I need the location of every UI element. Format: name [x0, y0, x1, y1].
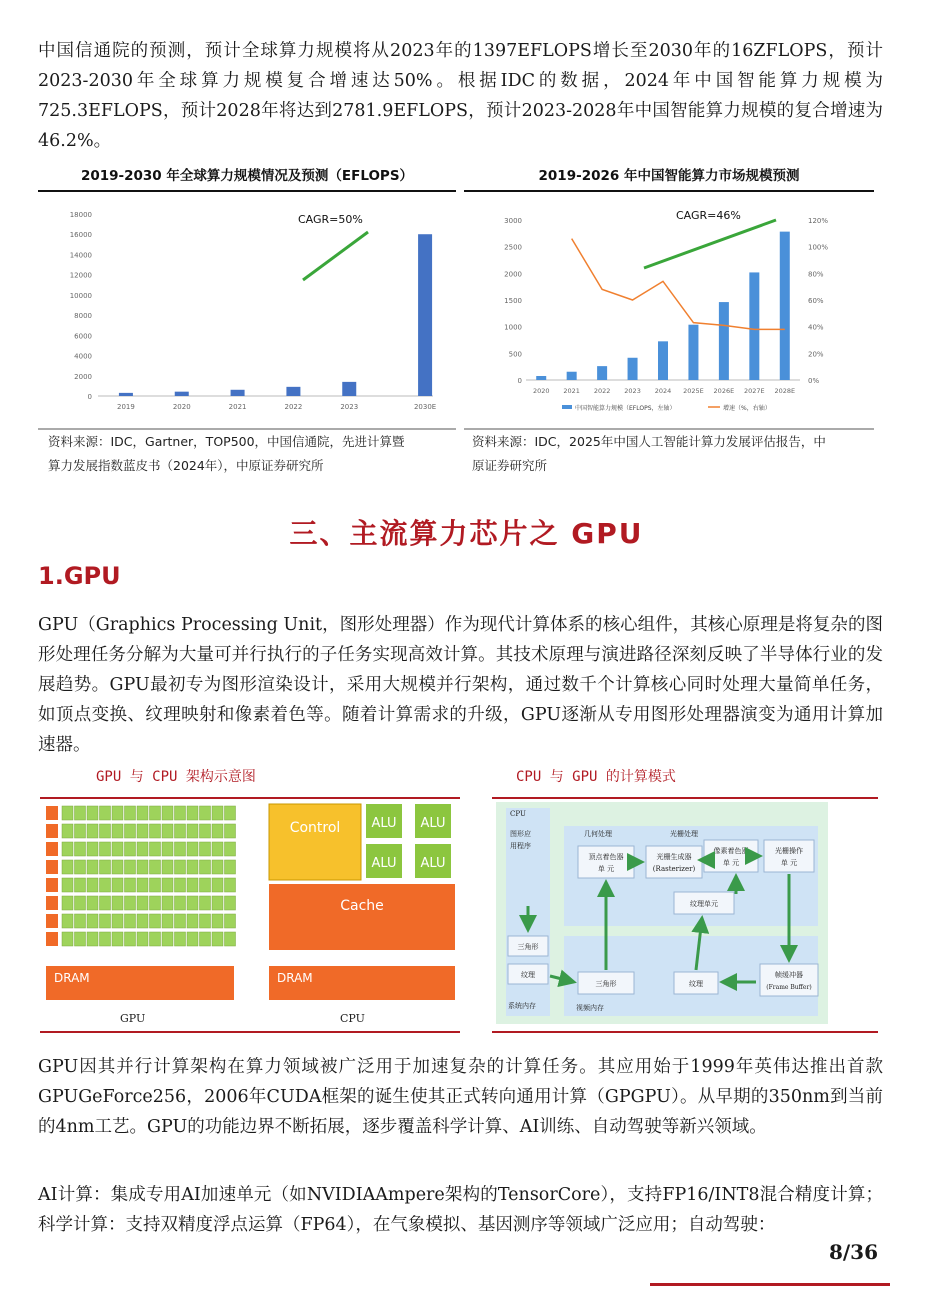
pixel-shader-label-2: 单 元: [722, 859, 740, 867]
source-left-line2: 算力发展指数蓝皮书（2024年），中原证券研究所: [48, 458, 324, 473]
gpu-alu-cell: [200, 896, 211, 910]
chart2-ytick-right: 80%: [808, 270, 824, 279]
chart2-svg: [464, 196, 874, 426]
gpu-alu-cell: [175, 860, 186, 874]
chart2-bar: [719, 302, 729, 380]
chart2-ytick-left: 2000: [504, 270, 522, 279]
chart2-cagr-trend: [644, 220, 776, 268]
gpu-alu-cell: [62, 914, 73, 928]
source-right: [472, 430, 874, 478]
gpu-alu-cell: [125, 824, 136, 838]
cpu-dram-label: DRAM: [277, 971, 313, 985]
chart1-xtick: 2021: [228, 403, 247, 411]
triangle-cpu-label: 三角形: [517, 943, 539, 951]
control-label: Control: [289, 820, 341, 836]
gpu-alu-cell: [100, 806, 111, 820]
vertex-shader-label-1: 顶点着色器: [588, 853, 624, 861]
source-right-line2: 原证券研究所: [472, 458, 548, 473]
gpu-alu-cell: [112, 914, 123, 928]
frame-buffer-box: [760, 964, 818, 996]
chart2-bar: [749, 272, 759, 380]
chart2-ytick-right: 20%: [808, 350, 824, 359]
chart2-bar: [597, 366, 607, 380]
gpu-alu-cell: [75, 842, 86, 856]
chart2-xtick: 2026E: [713, 387, 735, 395]
chart1-cagr-trend: [303, 232, 368, 280]
gpu-alu-cell: [175, 932, 186, 946]
gpu-alu-cell: [100, 824, 111, 838]
chart1: [38, 196, 456, 426]
gpu-alu-cell: [212, 914, 223, 928]
rasterizer-label-2: (Rasterizer): [652, 865, 696, 873]
gpu-alu-cell: [212, 824, 223, 838]
alu-label-4: ALU: [420, 856, 446, 871]
cache-label: Cache: [340, 898, 384, 914]
chart2-xtick: 2027E: [744, 387, 765, 395]
frame-buffer-label-1: 帧缓冲器: [775, 971, 803, 979]
gpu-alu-cell: [175, 914, 186, 928]
chart2-ytick-right: 100%: [808, 243, 829, 252]
cpu-label: CPU: [340, 1012, 365, 1025]
gpu-alu-cell: [100, 860, 111, 874]
chart1-ytick: 16000: [69, 231, 92, 240]
gpu-alu-cell: [175, 842, 186, 856]
chart1-title: 2019-2030 年全球算力规模情况及预测（EFLOPS）: [38, 162, 456, 192]
gpu-applications-paragraph: AI计算：集成专用AI加速单元（如NVIDIAAmpere架构的TensorCore），支持FP16/INT8混合精度计算；科学计算：支持双精度浮点运算（FP64），在气象模拟、基因测序等领域广泛应用；自动驾驶：: [38, 1185, 883, 1235]
gpu-alu-cell: [225, 824, 236, 838]
gpu-alu-cell: [162, 914, 173, 928]
chart2-ytick-right: 120%: [808, 217, 829, 225]
gpu-alu-cell: [137, 914, 148, 928]
chart2-ytick-right: 40%: [808, 323, 824, 332]
architecture-svg: [40, 796, 460, 1036]
gpu-alu-cell: [112, 842, 123, 856]
gpu-alu-cell: [212, 842, 223, 856]
chart1-bar: [119, 393, 133, 396]
chart2-cagr-label: CAGR=46%: [676, 209, 741, 222]
chart2-title: 2019-2026 年中国智能算力市场规模预测: [464, 162, 874, 192]
gpu-alu-cell: [100, 842, 111, 856]
gpu-alu-cell: [62, 806, 73, 820]
flow-app-label-2: 用程序: [510, 842, 531, 850]
gpu-alu-cell: [212, 860, 223, 874]
chart1-xtick: 2030E: [413, 403, 437, 411]
chart2-xtick: 2022: [593, 387, 611, 395]
gpu-alu-cell: [75, 824, 86, 838]
texture-unit-label: 纹理单元: [690, 900, 718, 908]
gpu-alu-cell: [187, 932, 198, 946]
source-right-line1: 资料来源：IDC，2025年中国人工智能计算力发展评估报告，中: [472, 434, 826, 449]
gpu-alu-cell: [175, 806, 186, 820]
chart2-legend-bar-label: 中国智能算力规模（EFLOPS，左轴）: [575, 405, 676, 412]
gpu-label: GPU: [120, 1012, 146, 1025]
gpu-alu-cell: [62, 896, 73, 910]
gpu-alu-cell: [150, 878, 161, 892]
chart1-xtick: 2023: [340, 403, 359, 411]
chart2-legend-line-label: 增速（%，右轴）: [723, 405, 771, 412]
chart2-bar: [780, 232, 790, 380]
gpu-alu-cell: [212, 806, 223, 820]
chart2-ytick-left: 500: [508, 350, 522, 359]
gpu-alu-cell: [187, 824, 198, 838]
alu-label-2: ALU: [420, 816, 446, 831]
gpu-alu-cell: [75, 806, 86, 820]
chart1-ytick: 4000: [74, 352, 92, 361]
gpu-alu-cell: [100, 878, 111, 892]
chart1-svg: [38, 196, 456, 426]
raster-op-label-2: 单 元: [780, 859, 798, 867]
gpu-alu-cell: [75, 878, 86, 892]
chart2-bar: [688, 325, 698, 380]
gpu-alu-cell: [225, 932, 236, 946]
gpu-alu-cell: [87, 914, 98, 928]
gpu-alu-cell: [162, 878, 173, 892]
gpu-control-cell: [46, 896, 58, 910]
flow-geometry-label: 几何处理: [584, 830, 612, 838]
gpu-control-cell: [46, 806, 58, 820]
intro-paragraph: 中国信通院的预测，预计全球算力规模将从2023年的1397EFLOPS增长至2030年的16ZFLOPS，预计2023-2030年全球算力规模复合增速达50%。根据IDC的数据，2024年中国智能算力规模为725.3EFLOPS，预计2028年将达到2781.9EFLOPS，预计2023-2028年中国智能算力规模的复合增速为46.2%。: [38, 41, 883, 151]
gpu-alu-cell: [100, 914, 111, 928]
gpu-alu-cell: [62, 824, 73, 838]
gpu-alu-cell: [100, 896, 111, 910]
gpu-alu-cell: [212, 932, 223, 946]
chart1-ytick: 6000: [74, 332, 92, 341]
gpu-alu-cell: [225, 860, 236, 874]
gpu-alu-cell: [212, 896, 223, 910]
chart1-bar: [286, 387, 300, 396]
gpu-alu-cell: [62, 932, 73, 946]
gpu-alu-cell: [162, 842, 173, 856]
gpu-alu-cell: [75, 896, 86, 910]
chart2-ytick-left: 0: [517, 377, 522, 385]
cpu-control-block: [269, 804, 361, 880]
gpu-alu-cell: [137, 932, 148, 946]
chart1-cagr-label: CAGR=50%: [298, 213, 363, 226]
gpu-alu-cell: [137, 860, 148, 874]
chart2-ytick-left: 2500: [504, 243, 522, 252]
gpu-control-cell: [46, 824, 58, 838]
gpu-alu-cell: [125, 896, 136, 910]
chart2-ytick-right: 0%: [808, 377, 820, 385]
gpu-alu-cell: [125, 932, 136, 946]
gpu-alu-cell: [175, 824, 186, 838]
page-number: 8/36: [828, 1240, 878, 1264]
gpu-alu-cell: [150, 806, 161, 820]
triangle-gpu-label: 三角形: [595, 980, 617, 988]
chart1-ytick: 0: [87, 393, 92, 401]
gpu-alu-cell: [87, 842, 98, 856]
gpu-alu-cell: [62, 842, 73, 856]
gpu-alu-cell: [150, 896, 161, 910]
gpu-alu-cell: [187, 896, 198, 910]
sub-title: 1.GPU: [38, 562, 121, 590]
gpu-control-cell: [46, 842, 58, 856]
flow-raster-label: 光栅处理: [670, 830, 698, 838]
gpu-alu-cell: [150, 842, 161, 856]
chart1-ytick: 8000: [74, 312, 92, 321]
chart1-ytick: 12000: [69, 271, 92, 280]
gpu-alu-cell: [112, 896, 123, 910]
chart1-ytick: 10000: [69, 291, 92, 300]
chart2-bar: [628, 358, 638, 380]
gpu-alu-cell: [225, 914, 236, 928]
chart2-xtick: 2023: [624, 387, 641, 395]
chart1-ytick: 14000: [69, 251, 92, 260]
chart2-ytick-left: 3000: [504, 217, 522, 225]
chart1-xtick: 2019: [117, 403, 135, 411]
chart1-bar: [175, 392, 189, 396]
footer-rule: [650, 1283, 890, 1286]
chart1-bar: [342, 382, 356, 396]
gpu-alu-cell: [100, 932, 111, 946]
gpu-history-paragraph: GPU因其并行计算架构在算力领域被广泛用于加速复杂的计算任务。其应用始于1999年英伟达推出首款GPUGeForce256，2006年CUDA框架的诞生使其正式转向通用计算（GPGPU）。从早期的350nm到当前的4nm工艺。GPU的功能边界不断拓展，逐步覆盖科学计算、AI训练、自动驾驶等新兴领域。: [38, 1057, 883, 1137]
gpu-control-cell: [46, 860, 58, 874]
chart2-xtick: 2020: [532, 387, 550, 395]
chart2-xtick: 2021: [563, 387, 580, 395]
source-left-line1: 资料来源：IDC，Gartner，TOP500，中国信通院，先进计算暨: [48, 434, 405, 449]
gpu-alu-cell: [162, 860, 173, 874]
gpu-control-cell: [46, 878, 58, 892]
chart2-ytick-right: 60%: [808, 297, 824, 305]
gpu-alu-cell: [175, 896, 186, 910]
pixel-shader-label-1: 像素着色器: [713, 847, 749, 855]
system-memory-label: 系统内存: [508, 1002, 536, 1010]
gpu-alu-cell: [75, 860, 86, 874]
gpu-alu-cell: [137, 896, 148, 910]
chart2-bar: [536, 376, 546, 380]
gpu-alu-cell: [137, 878, 148, 892]
gpu-alu-cell: [175, 878, 186, 892]
raster-op-label-1: 光栅操作: [775, 847, 803, 855]
texture-cpu-label: 纹理: [521, 971, 535, 979]
gpu-alu-cell: [150, 824, 161, 838]
gpu-alu-cell: [137, 806, 148, 820]
gpu-alu-cell: [200, 914, 211, 928]
rasterizer-box: [646, 846, 702, 878]
chart2-legend-bar-swatch: [562, 405, 572, 409]
gpu-dram-label: DRAM: [54, 971, 90, 985]
gpu-alu-cell: [75, 914, 86, 928]
gpu-alu-cell: [187, 860, 198, 874]
gpu-alu-cell: [112, 860, 123, 874]
gpu-alu-cell: [200, 932, 211, 946]
gpu-alu-cell: [62, 878, 73, 892]
gpu-core-grid: [46, 806, 236, 946]
compute-flow-svg: [492, 796, 878, 1036]
gpu-alu-cell: [87, 860, 98, 874]
gpu-alu-cell: [150, 914, 161, 928]
gpu-alu-cell: [150, 860, 161, 874]
chart1-ytick: 18000: [69, 211, 92, 219]
figure-right-title: CPU 与 GPU 的计算模式: [516, 769, 676, 785]
gpu-alu-cell: [62, 860, 73, 874]
gpu-alu-cell: [125, 914, 136, 928]
gpu-alu-cell: [75, 932, 86, 946]
pixel-shader-box: [704, 840, 758, 872]
video-memory-label: 视频内存: [576, 1004, 604, 1012]
gpu-alu-cell: [187, 878, 198, 892]
chart2: [464, 196, 874, 426]
vertex-shader-box: [578, 846, 634, 878]
cpu-cache-block: [269, 884, 455, 950]
chart1-xtick: 2020: [172, 403, 191, 411]
gpu-alu-cell: [162, 824, 173, 838]
gpu-alu-cell: [125, 878, 136, 892]
gpu-alu-cell: [200, 806, 211, 820]
gpu-alu-cell: [187, 806, 198, 820]
gpu-alu-cell: [125, 806, 136, 820]
gpu-alu-cell: [112, 806, 123, 820]
gpu-alu-cell: [212, 878, 223, 892]
gpu-alu-cell: [200, 824, 211, 838]
gpu-alu-cell: [112, 932, 123, 946]
flow-app-label-1: 图形应: [510, 830, 531, 838]
section-title: 三、主流算力芯片之 GPU: [289, 517, 644, 550]
gpu-alu-cell: [125, 842, 136, 856]
chart1-bar: [418, 234, 432, 396]
architecture-diagram: [40, 796, 460, 1036]
gpu-alu-cell: [187, 914, 198, 928]
gpu-alu-cell: [162, 896, 173, 910]
chart1-xtick: 2022: [284, 403, 303, 411]
chart2-xtick: 2024: [654, 387, 672, 395]
rasterizer-label-1: 光栅生成器: [656, 853, 692, 861]
gpu-alu-cell: [200, 860, 211, 874]
gpu-alu-cell: [162, 932, 173, 946]
vertex-shader-label-2: 单 元: [597, 865, 615, 873]
texture-gpu-label: 纹理: [689, 980, 703, 988]
chart1-ytick: 2000: [74, 372, 92, 381]
gpu-alu-cell: [187, 842, 198, 856]
gpu-alu-cell: [87, 806, 98, 820]
raster-op-box: [764, 840, 814, 872]
gpu-alu-cell: [112, 824, 123, 838]
chart2-ytick-left: 1500: [504, 297, 522, 305]
compute-flow-diagram: [492, 796, 878, 1036]
gpu-alu-cell: [87, 878, 98, 892]
chart2-ytick-left: 1000: [504, 323, 522, 332]
gpu-alu-cell: [87, 932, 98, 946]
gpu-alu-cell: [150, 932, 161, 946]
gpu-alu-cell: [225, 842, 236, 856]
gpu-alu-cell: [225, 878, 236, 892]
alu-label-3: ALU: [371, 856, 397, 871]
gpu-alu-cell: [112, 878, 123, 892]
gpu-alu-cell: [200, 842, 211, 856]
chart1-bar: [231, 390, 245, 396]
alu-label-1: ALU: [371, 816, 397, 831]
gpu-control-cell: [46, 914, 58, 928]
figure-left-title: GPU 与 CPU 架构示意图: [96, 769, 256, 785]
chart2-xtick: 2025E: [683, 387, 704, 395]
gpu-alu-cell: [162, 806, 173, 820]
gpu-alu-cell: [87, 896, 98, 910]
gpu-alu-cell: [225, 896, 236, 910]
gpu-control-cell: [46, 932, 58, 946]
gpu-alu-cell: [125, 860, 136, 874]
source-left: [48, 430, 458, 478]
gpu-alu-cell: [137, 824, 148, 838]
chart2-bar: [567, 372, 577, 380]
gpu-alu-cell: [137, 842, 148, 856]
chart2-xtick: 2028E: [774, 387, 796, 395]
frame-buffer-label-2: (Frame Buffer): [766, 984, 812, 991]
chart2-bar: [658, 341, 668, 380]
gpu-paragraph: GPU（Graphics Processing Unit，图形处理器）作为现代计算体系的核心组件，其核心原理是将复杂的图形处理任务分解为大量可并行执行的子任务实现高效计算。其技术原理与演进路径深刻反映了半导体行业的发展趋势。GPU最初专为图形渲染设计，采用大规模并行架构，通过数千个计算核心同时处理大量简单任务，如顶点变换、纹理映射和像素着色等。随着计算需求的升级，GPU逐渐从专用图形处理器演变为通用计算加速器。: [38, 615, 883, 755]
gpu-alu-cell: [225, 806, 236, 820]
gpu-alu-cell: [200, 878, 211, 892]
flow-cpu-label: CPU: [510, 810, 526, 818]
gpu-alu-cell: [87, 824, 98, 838]
